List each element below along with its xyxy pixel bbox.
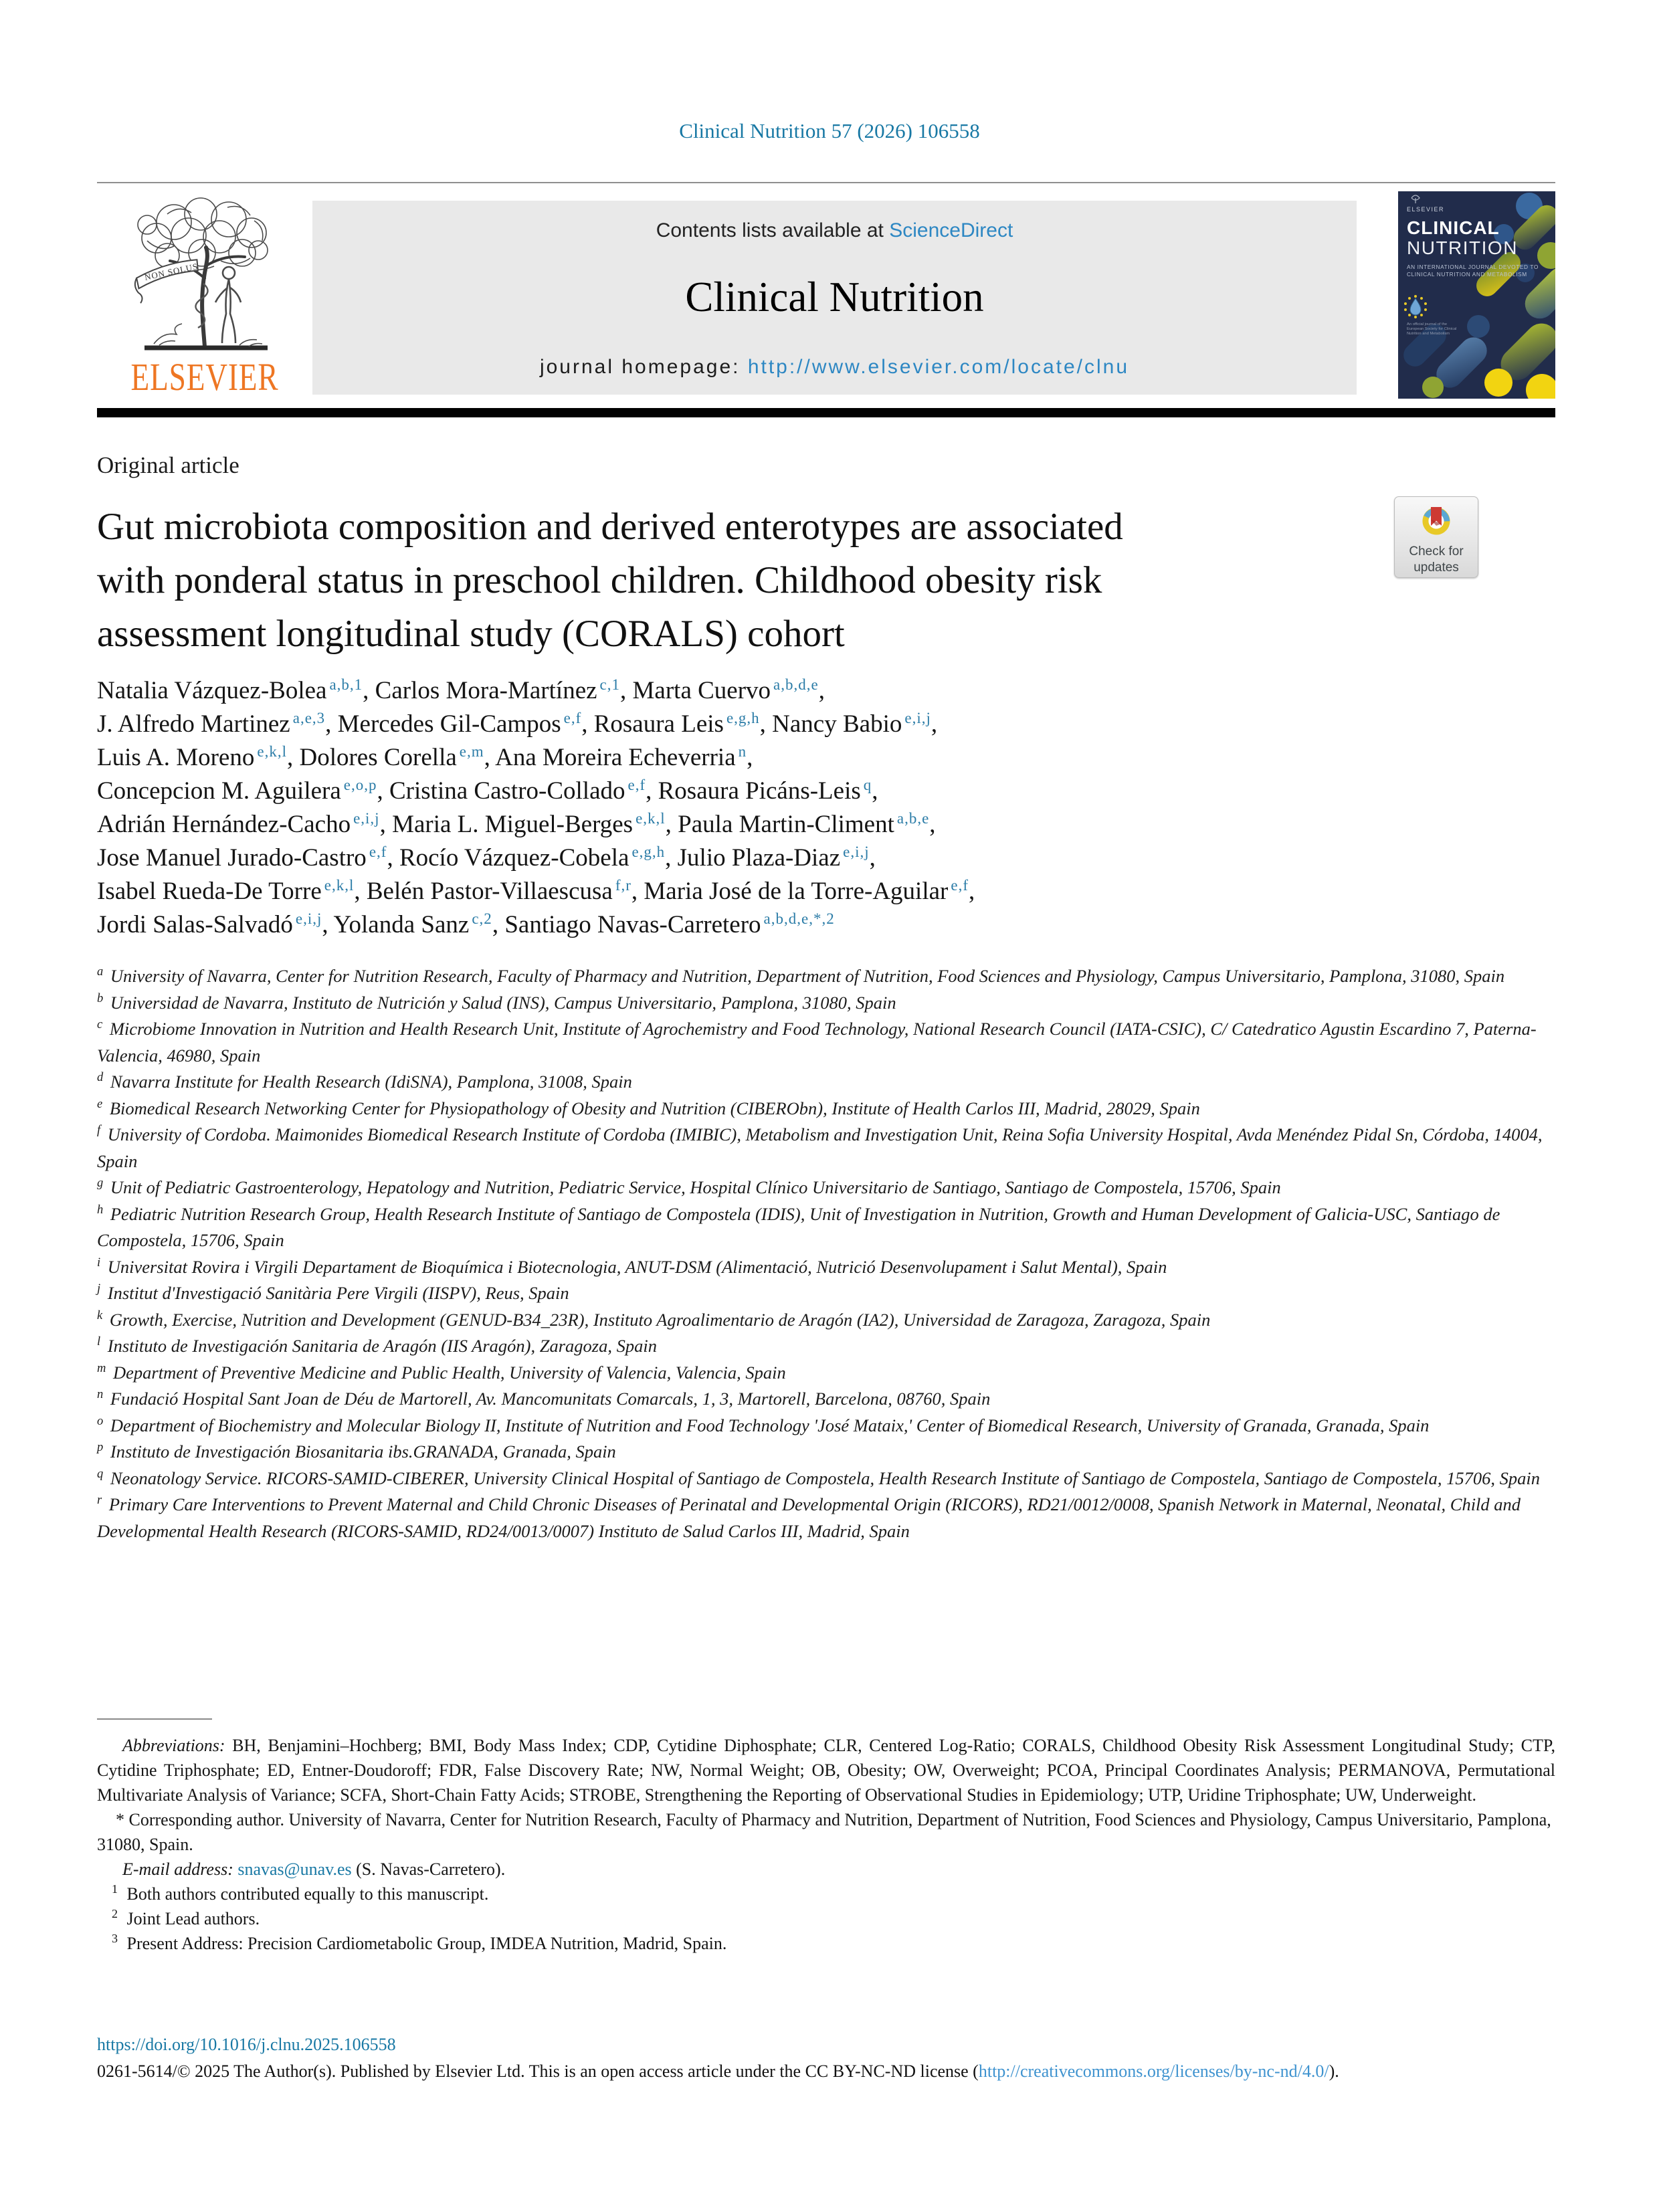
author-name: Jose Manuel Jurado-Castro xyxy=(97,844,367,872)
author-superscript: e,g,h xyxy=(726,709,760,726)
author-name: Isabel Rueda-De Torre xyxy=(97,878,322,905)
doi-link[interactable]: https://doi.org/10.1016/j.clnu.2025.106558 xyxy=(97,2035,396,2054)
copyright-post: ). xyxy=(1329,2062,1339,2081)
author-superscript: e,f xyxy=(627,776,646,793)
cover-title-2: NUTRITION xyxy=(1407,237,1518,258)
email-label: E-mail address: xyxy=(122,1859,233,1879)
copyright-pre: 0261-5614/© 2025 The Author(s). Published by Elsevier Ltd. This is an open access article under the CC BY-NC-ND license ( xyxy=(97,2062,979,2081)
author-superscript: c,2 xyxy=(472,910,492,927)
footnote-block xyxy=(97,1718,1555,1956)
author-name: Nancy Babio xyxy=(772,710,902,738)
affiliation-item: $^g$ Unit of Pediatric Gastroenterology, Hepatology and Nutrition, Pediatric Service, Hospital Clínico Universitario de Santiago, Santiago de Compostela, 15706, Spain xyxy=(97,1177,1281,1197)
affiliation-item: $^k$ Growth, Exercise, Nutrition and Development (GENUD-B34_23R), Instituto Agroalimentario de Aragón (IA2), Universidad de Zaragoza, Zaragoza, Spain xyxy=(97,1308,1211,1330)
author-name: Julio Plaza-Diaz xyxy=(677,844,841,872)
author-superscript: f,r xyxy=(615,876,631,894)
check-updates-badge[interactable] xyxy=(1394,496,1478,578)
author-superscript: n xyxy=(738,742,747,760)
corresponding-author-note xyxy=(97,1807,1555,1857)
author-superscript: q xyxy=(863,776,872,793)
elsevier-tree-icon xyxy=(127,194,282,353)
affiliation-item: $^h$ Pediatric Nutrition Research Group, Health Research Institute of Santiago de Compostela (IDIS), Unit of Investigation in Nutrition, Growth and Human Development of Galicia-USC, Santiago de Compostela, 15706, Spain xyxy=(97,1203,1500,1250)
cover-society-3: Nutrition and Metabolism xyxy=(1407,332,1450,336)
author-name: Mercedes Gil-Campos xyxy=(337,710,561,738)
journal-banner xyxy=(312,201,1357,395)
affiliation-label: i xyxy=(97,1255,101,1270)
author-superscript: a,e,3 xyxy=(292,709,326,726)
author-superscript: e,k,l xyxy=(636,809,666,827)
email-line xyxy=(97,1857,1555,1882)
author-superscript: a,b,d,e xyxy=(773,676,819,693)
author-line: Natalia Vázquez-Bolea $^{a,b,1}$, Carlos Mora-Martínez $^{c,1}$, Marta Cuervo $^{a,b,d,e}$, xyxy=(97,676,825,704)
author-note-number: 1 xyxy=(112,1882,118,1896)
author-line: Adrián Hernández-Cacho $^{e,i,j}$, Maria L. Miguel-Berges $^{e,k,l}$, Paula Martin-Climent $^{a,b,e}$, xyxy=(97,809,936,838)
author-name: Jordi Salas-Salvadó xyxy=(97,911,293,938)
affiliation-list xyxy=(97,963,1555,1544)
contents-line xyxy=(312,219,1357,242)
affiliation-item: $^j$ Institut d'Investigació Sanitària Pere Virgili (IISPV), Reus, Spain xyxy=(97,1282,569,1303)
affiliation-item: $^a$ University of Navarra, Center for Nutrition Research, Faculty of Pharmacy and Nutrition, Department of Nutrition, Food Sciences and Physiology, Campus Universitario, Pamplona, 31080, Spain xyxy=(97,965,1505,986)
affiliation-label: n xyxy=(97,1388,104,1402)
abbreviations-note xyxy=(97,1733,1555,1807)
author-name: Maria José de la Torre-Aguilar xyxy=(644,878,949,905)
abbreviations-label: Abbreviations: xyxy=(122,1736,225,1755)
affiliation-item: $^o$ Department of Biochemistry and Molecular Biology II, Institute of Nutrition and Food Technology 'José Mataix,' Center of Biomedical Research, University of Granada, Granada, Spain xyxy=(97,1414,1430,1435)
affiliation-label: p xyxy=(97,1441,104,1455)
author-name: Paula Martin-Climent xyxy=(678,811,894,838)
sciencedirect-link[interactable]: ScienceDirect xyxy=(889,219,1013,241)
bottom-block xyxy=(97,2032,1555,2084)
author-name: Concepcion M. Aguilera xyxy=(97,777,341,805)
author-superscript: e,f xyxy=(369,843,387,860)
affiliation-item: $^c$ Microbiome Innovation in Nutrition and Health Research Unit, Institute of Agrochemistry and Food Technology, National Research Council (IATA-CSIC), C/ Catedratico Agustin Escardino 7, Paterna-Valencia, 46980, Spain xyxy=(97,1018,1537,1066)
affiliation-label: b xyxy=(97,991,104,1005)
author-note: $^2$ Joint Lead authors. xyxy=(112,1907,260,1928)
author-list xyxy=(97,674,1555,942)
doi-line xyxy=(97,2032,1555,2057)
section-label: Original article xyxy=(97,452,239,478)
citation-line: Clinical Nutrition 57 (2026) 106558 xyxy=(679,119,980,142)
author-line: J. Alfredo Martinez $^{a,e,3}$, Mercedes Gil-Campos $^{e,f}$, Rosaura Leis $^{e,g,h}$, Nancy Babio $^{e,i,j}$, xyxy=(97,709,938,738)
elsevier-logo xyxy=(97,194,312,399)
footnote-separator xyxy=(97,1718,212,1720)
author-name: Maria L. Miguel-Berges xyxy=(392,811,633,838)
author-superscript: a,b,d,e,*,2 xyxy=(763,910,835,927)
author-name: Rosaura Leis xyxy=(593,710,724,738)
email-suffix: (S. Navas-Carretero). xyxy=(351,1859,506,1879)
author-note: $^1$ Both authors contributed equally to this manuscript. xyxy=(112,1882,489,1904)
author-superscript: e,g,h xyxy=(631,843,666,860)
affiliation-label: l xyxy=(97,1335,101,1349)
author-name: Carlos Mora-Martínez xyxy=(375,677,597,704)
affiliation-item: $^f$ University of Cordoba. Maimonides Biomedical Research Institute of Cordoba (IMIBIC), Metabolism and Investigation Unit, Reina Sofia University Hospital, Avda Menéndez Pidal Sn, Córdoba, 14004, Spain xyxy=(97,1124,1543,1171)
author-superscript: e,i,j xyxy=(904,709,931,726)
affiliation-item: $^q$ Neonatology Service. RICORS-SAMID-CIBERER, University Clinical Hospital of Santiago de Compostela, Health Research Institute of Santiago de Compostela, Santiago de Compostela, 15706, Spain xyxy=(97,1467,1541,1488)
author-line: Jose Manuel Jurado-Castro $^{e,f}$, Rocío Vázquez-Cobela $^{e,g,h}$, Julio Plaza-Diaz $^{e,i,j}$, xyxy=(97,843,876,872)
author-name: Dolores Corella xyxy=(299,744,457,771)
affiliation-label: c xyxy=(97,1018,103,1032)
contents-prefix: Contents lists available at xyxy=(656,219,890,241)
abbreviations-text: BH, Benjamini–Hochberg; BMI, Body Mass Index; CDP, Cytidine Diphosphate; CLR, Centered Log-Ratio; CORALS, Childhood Obesity Risk Assessment Longitudinal Study; CTP, Cytidine Triphosphate; ED, Entner-Doudoroff; FDR, False Discovery Rate; NW, Normal Weight; OB, Obesity; OW, Overweight; PCOA, Principal Coordinates Analysis; PERMANOVA, Permutational Multivariate Analysis of Variance; SCFA, Short-Chain Fatty Acids; STROBE, Strengthening the Reporting of Observational Studies in Epidemiology; UTP, Uridine Triphosphate; UW, Underweight. xyxy=(97,1736,1555,1805)
author-superscript: e,o,p xyxy=(343,776,377,793)
author-name: Rosaura Picáns-Leis xyxy=(658,777,861,805)
affiliation-label: r xyxy=(97,1494,102,1508)
author-notes xyxy=(97,1882,1555,1956)
affiliation-label: o xyxy=(97,1414,104,1428)
affiliation-label: f xyxy=(97,1124,101,1138)
check-updates-ring-icon xyxy=(1416,501,1456,540)
author-line: Concepcion M. Aguilera $^{e,o,p}$, Cristina Castro-Collado $^{e,f}$, Rosaura Picáns-Leis $^q$, xyxy=(97,776,878,805)
author-superscript: c,1 xyxy=(599,676,621,693)
email-link[interactable]: snavas@unav.es xyxy=(237,1859,352,1879)
author-name: Luis A. Moreno xyxy=(97,744,255,771)
author-superscript: e,k,l xyxy=(257,742,287,760)
affiliation-label: m xyxy=(97,1361,106,1375)
author-name: Yolanda Sanz xyxy=(333,911,470,938)
affiliation-label: d xyxy=(97,1071,104,1085)
cover-subtitle-1: AN INTERNATIONAL JOURNAL DEVOTED TO xyxy=(1407,264,1539,270)
homepage-link[interactable]: http://www.elsevier.com/locate/clnu xyxy=(747,356,1130,378)
cover-society-1: An official journal of the xyxy=(1407,322,1448,326)
author-name: Santiago Navas-Carretero xyxy=(504,911,761,938)
cc-license-link[interactable]: http://creativecommons.org/licenses/by-nc-nd/4.0/ xyxy=(978,2062,1329,2081)
affiliation-item: $^r$ Primary Care Interventions to Prevent Maternal and Child Chronic Diseases of Perinatal and Developmental Origin (RICORS), RD21/0012/0008, Spanish Network in Maternal, Neonatal, Child and Developmental Health Research (RICORS-SAMID, RD24/0013/0007) Instituto de Salud Carlos III, Madrid, Spain xyxy=(97,1494,1521,1541)
author-note-number: 2 xyxy=(112,1907,118,1921)
cover-elsevier-small: ELSEVIER xyxy=(1407,206,1445,213)
author-superscript: a,b,e xyxy=(896,809,930,827)
affiliation-item: $^n$ Fundació Hospital Sant Joan de Déu de Martorell, Av. Mancomunitats Comarcals, 1, 3, Martorell, Barcelona, 08760, Spain xyxy=(97,1388,991,1409)
author-name: Rocío Vázquez-Cobela xyxy=(399,844,629,872)
author-superscript: e,k,l xyxy=(324,876,355,894)
header-divider-rule xyxy=(97,408,1555,417)
cover-society-2: European Society for Clinical xyxy=(1407,327,1457,331)
author-superscript: e,f xyxy=(951,876,969,894)
affiliation-label: g xyxy=(97,1177,104,1191)
corresponding-text: Corresponding author. University of Navarra, Center for Nutrition Research, Faculty of Pharmacy and Nutrition, Department of Nutrition, Food Sciences and Physiology, Campus Universitario, Pamplona, 31080, Spain. xyxy=(97,1810,1551,1854)
journal-cover-thumbnail xyxy=(1398,191,1555,399)
check-updates-label-2: updates xyxy=(1413,561,1459,575)
affiliation-label: q xyxy=(97,1467,104,1481)
author-superscript: e,i,j xyxy=(843,843,870,860)
author-name: Adrián Hernández-Cacho xyxy=(97,811,351,838)
author-superscript: e,m xyxy=(459,742,484,760)
journal-cover-art xyxy=(1398,191,1555,399)
affiliation-label: a xyxy=(97,965,104,979)
affiliation-label: h xyxy=(97,1203,104,1217)
journal-header xyxy=(97,182,1555,397)
affiliation-label: j xyxy=(97,1282,101,1296)
homepage-prefix: journal homepage: xyxy=(539,356,748,378)
author-line: Luis A. Moreno $^{e,k,l}$, Dolores Corella $^{e,m}$, Ana Moreira Echeverria $^n$, xyxy=(97,742,753,771)
author-superscript: a,b,1 xyxy=(329,676,363,693)
author-superscript: e,i,j xyxy=(295,910,322,927)
author-note-number: 3 xyxy=(112,1932,118,1946)
elsevier-wordmark: ELSEVIER xyxy=(130,355,279,399)
author-name: Cristina Castro-Collado xyxy=(389,777,625,805)
author-note: $^3$ Present Address: Precision Cardiometabolic Group, IMDEA Nutrition, Madrid, Spain. xyxy=(112,1932,727,1953)
cover-subtitle-2: CLINICAL NUTRITION AND METABOLISM xyxy=(1407,271,1527,278)
affiliation-item: $^e$ Biomedical Research Networking Center for Physiopathology of Obesity and Nutrition (CIBERObn), Institute of Health Carlos III, Madrid, 28029, Spain xyxy=(97,1097,1200,1118)
author-line: Isabel Rueda-De Torre $^{e,k,l}$, Belén Pastor-Villaescusa $^{f,r}$, Maria José de la Torre-Aguilar $^{e,f}$, xyxy=(97,876,975,905)
author-superscript: e,f xyxy=(563,709,582,726)
affiliation-item: $^b$ Universidad de Navarra, Instituto de Nutrición y Salud (INS), Campus Universitario, Pamplona, 31080, Spain xyxy=(97,991,896,1013)
affiliation-item: $^p$ Instituto de Investigación Biosanitaria ibs.GRANADA, Granada, Spain xyxy=(97,1441,616,1462)
author-name: Ana Moreira Echeverria xyxy=(495,744,736,771)
check-updates-label-1: Check for xyxy=(1409,544,1464,559)
article-title: Gut microbiota composition and derived enterotypes are associated with ponderal status in preschool children. Childhood obesity risk assessment longitudinal study (CORALS) cohort xyxy=(97,506,1123,655)
affiliation-item: $^i$ Universitat Rovira i Virgili Departament de Bioquímica i Biotecnologia, ANUT-DSM (Alimentació, Nutrició Desenvolupament i Salut Mental), Spain xyxy=(97,1255,1167,1277)
affiliation-item: $^d$ Navarra Institute for Health Research (IdiSNA), Pamplona, 31008, Spain xyxy=(97,1071,632,1092)
svg-text:NON SOLUS: NON SOLUS xyxy=(143,261,199,282)
author-line: Jordi Salas-Salvadó $^{e,i,j}$, Yolanda Sanz $^{c,2}$, Santiago Navas-Carretero $^{a,b,d,e,*,2}$ xyxy=(97,910,835,938)
corresponding-marker: * xyxy=(116,1810,124,1829)
homepage-line xyxy=(312,356,1357,379)
affiliation-label: k xyxy=(97,1308,103,1322)
author-name: Marta Cuervo xyxy=(632,677,771,704)
author-name: Natalia Vázquez-Bolea xyxy=(97,677,327,704)
journal-title: Clinical Nutrition xyxy=(685,274,984,320)
copyright-line xyxy=(97,2059,1555,2084)
author-name: Belén Pastor-Villaescusa xyxy=(366,878,613,905)
cover-title-1: CLINICAL xyxy=(1407,217,1500,238)
affiliation-label: e xyxy=(97,1097,103,1111)
affiliation-item: $^l$ Instituto de Investigación Sanitaria de Aragón (IIS Aragón), Zaragoza, Spain xyxy=(97,1335,657,1356)
affiliation-item: $^m$ Department of Preventive Medicine and Public Health, University of Valencia, Valencia, Spain xyxy=(97,1361,786,1383)
author-superscript: e,i,j xyxy=(353,809,380,827)
author-name: J. Alfredo Martinez xyxy=(97,710,290,738)
title-row xyxy=(97,500,1555,661)
